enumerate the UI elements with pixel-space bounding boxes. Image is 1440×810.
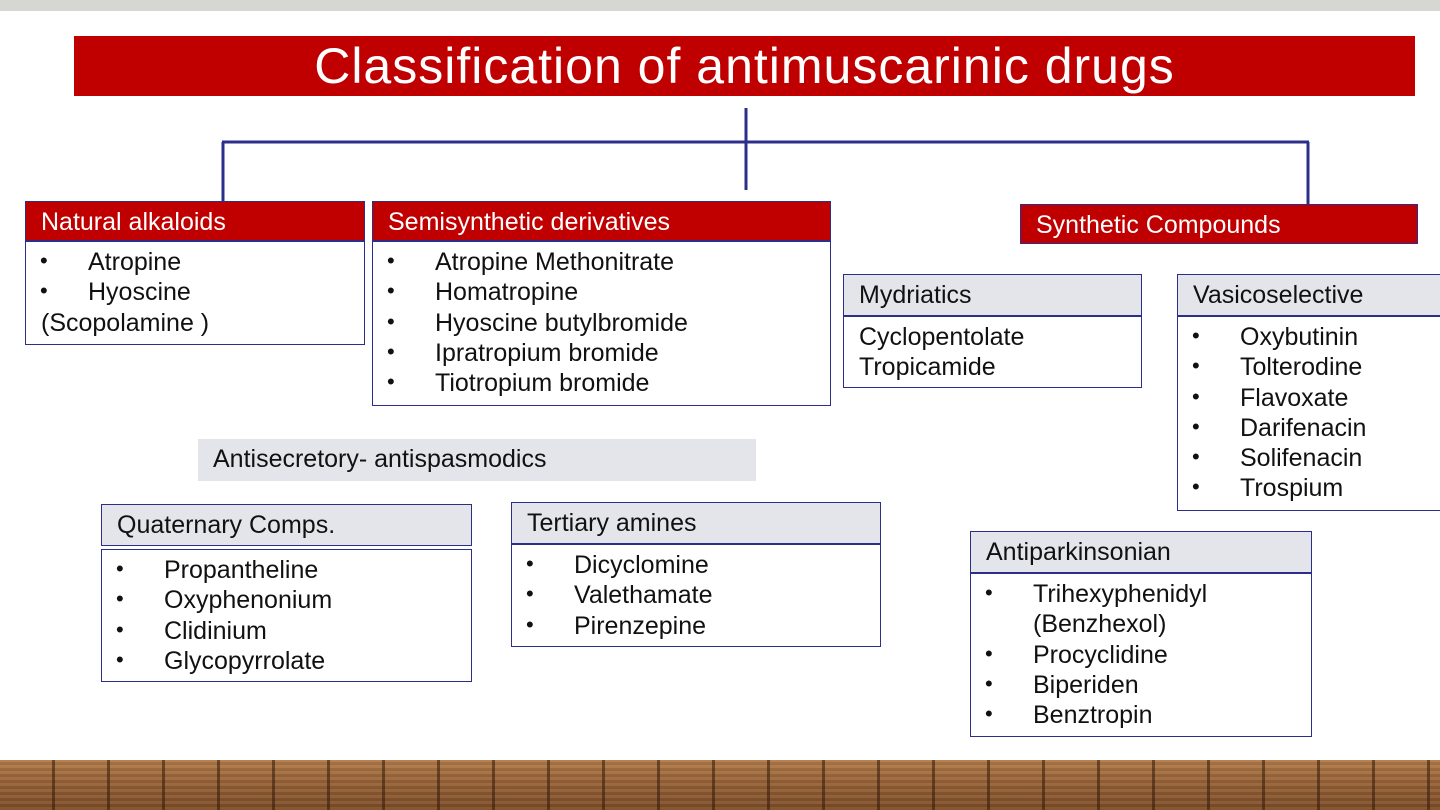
natural-alkaloids-box	[25, 241, 365, 345]
list-item: • Trospium	[1178, 473, 1440, 503]
list-item: • Ipratropium bromide	[373, 338, 830, 368]
mydriatics-box	[843, 316, 1142, 388]
list-item: • Oxyphenonium	[102, 585, 471, 615]
list-item: • Atropine Methonitrate	[373, 247, 830, 277]
list-item: • Glycopyrrolate	[102, 646, 471, 676]
list-item: • Tolterodine	[1178, 352, 1440, 382]
list-item: • Trihexyphenidyl	[971, 579, 1311, 609]
diagram-title: Classification of antimuscarinic drugs	[74, 36, 1415, 96]
list-item: Cyclopentolate	[859, 323, 1025, 351]
quaternary-heading: Quaternary Comps.	[101, 504, 472, 546]
natural-alkaloids-heading: Natural alkaloids	[25, 201, 365, 241]
list-item: • Hyoscine butylbromide	[373, 308, 830, 338]
list-item: • Pirenzepine	[512, 611, 880, 641]
list-item: Tropicamide	[859, 353, 996, 382]
mydriatics-heading: Mydriatics	[843, 274, 1142, 316]
list-item: • Clidinium	[102, 616, 471, 646]
list-item: • Biperiden	[971, 670, 1311, 700]
list-item: • Darifenacin	[1178, 413, 1440, 443]
tertiary-heading: Tertiary amines	[511, 502, 881, 544]
vasicoselective-box	[1177, 316, 1440, 511]
benzhexol-note: (Benzhexol)	[1033, 610, 1167, 639]
vasicoselective-heading: Vasicoselective	[1177, 274, 1440, 316]
list-item: • Procyclidine	[971, 640, 1311, 670]
tertiary-box	[511, 544, 881, 647]
list-item: • Flavoxate	[1178, 383, 1440, 413]
list-item: • Solifenacin	[1178, 443, 1440, 473]
semisynthetic-box	[372, 241, 831, 406]
wooden-floor-decoration	[0, 760, 1440, 810]
scopolamine-note: (Scopolamine )	[41, 308, 210, 337]
list-item: • Benztropin	[971, 700, 1311, 730]
antiparkinsonian-heading: Antiparkinsonian	[970, 531, 1312, 573]
synthetic-heading: Synthetic Compounds	[1020, 204, 1418, 244]
list-item: • Valethamate	[512, 580, 880, 610]
list-item: • Homatropine	[373, 277, 830, 307]
list-item: • Hyoscine	[26, 277, 364, 307]
list-item: • Oxybutinin	[1178, 322, 1440, 352]
antisecretory-heading: Antisecretory- antispasmodics	[198, 439, 756, 481]
list-item: • Propantheline	[102, 555, 471, 585]
quaternary-box	[101, 549, 472, 682]
antiparkinsonian-box	[970, 573, 1312, 737]
list-item: • Tiotropium bromide	[373, 368, 830, 398]
list-item: • Dicyclomine	[512, 550, 880, 580]
semisynthetic-heading: Semisynthetic derivatives	[372, 201, 831, 241]
list-item: • Atropine	[26, 247, 364, 277]
